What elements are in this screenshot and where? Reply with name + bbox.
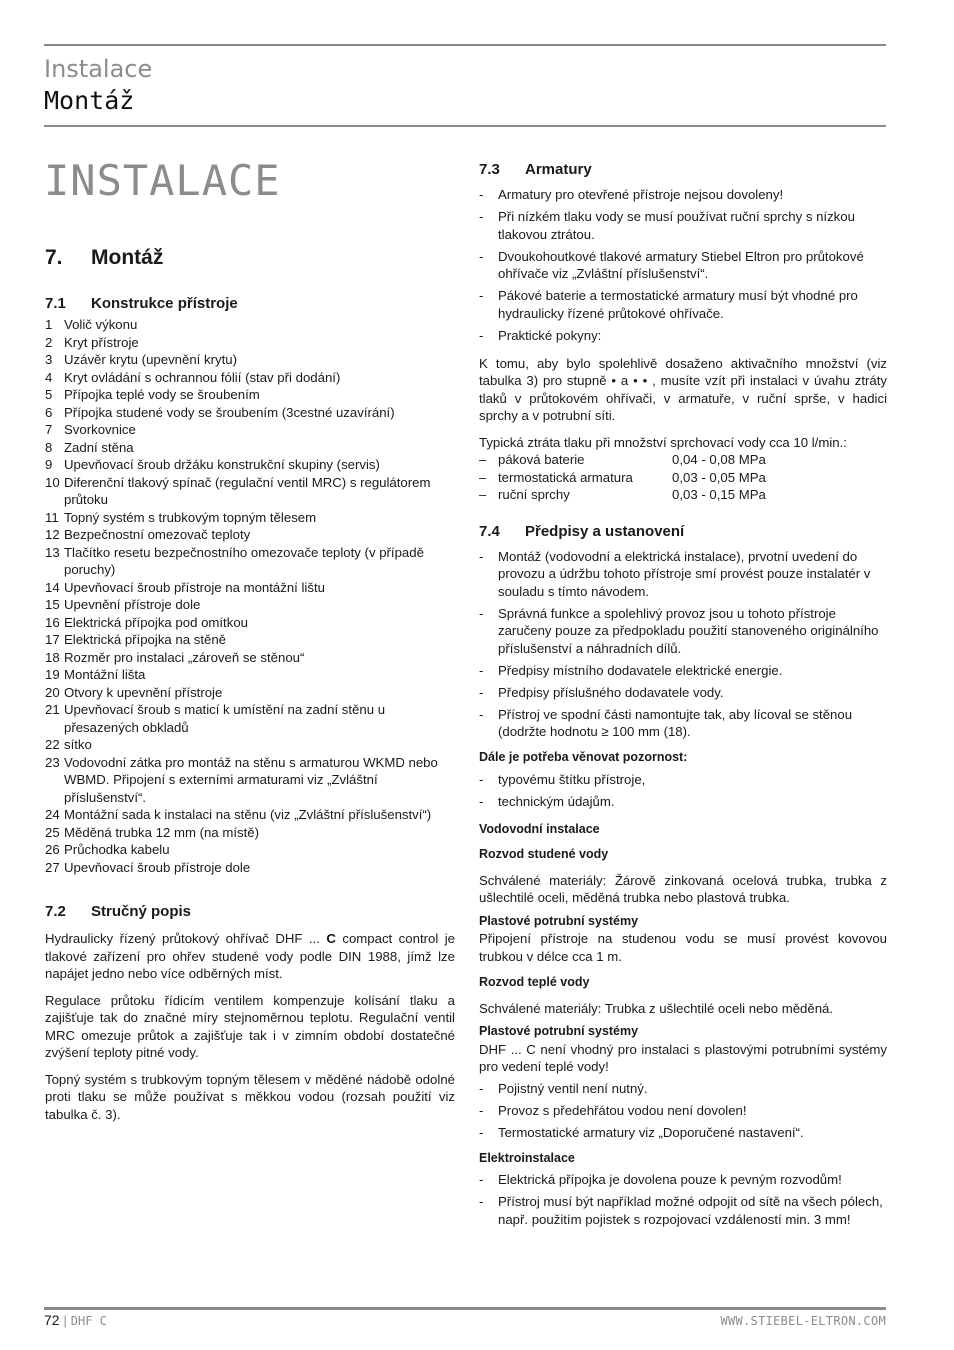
item-number: 14 xyxy=(45,579,60,595)
item-text: Tlačítko resetu bezpečnostního omezovače teploty (v případě poruchy) xyxy=(64,544,424,577)
item-text: Průchodka kabelu xyxy=(64,842,170,857)
list-item xyxy=(45,754,455,807)
bullet-dash: - xyxy=(479,288,484,303)
paragraph: Regulace průtoku řídicím ventilem kompenzuje kolísání tlaku a zajišťuje tak do značné míry stejnoměrnou teplotu. Regulační ventil MRC omezuje průtok a zajišťuje tak i v zimním období dostatečné zvýšení teploty pitné vody. xyxy=(45,992,455,1060)
item-number: 13 xyxy=(45,544,60,560)
paragraph: K tomu, aby bylo spolehlivě dosaženo aktivačního množství (viz tabulka 3) pro stupně • a • • , musíte vzít při instalaci v úvahu ztráty tlaků v průtokovém ohřívači, v armatuře, v ruční sprše, v hadici sprchy a v potrubní síti. xyxy=(479,355,887,423)
bullet-text: Předpisy příslušného dodavatele vody. xyxy=(498,684,724,700)
top-rule xyxy=(44,44,886,46)
bullet-item xyxy=(479,248,887,283)
bullet-item xyxy=(479,208,887,243)
item-number: 12 xyxy=(45,527,60,542)
bullet-item xyxy=(479,793,887,811)
bullet-dash: - xyxy=(479,706,484,722)
pressure-loss-table xyxy=(479,451,887,504)
bullet-item xyxy=(479,662,887,680)
bullet-text: typovému štítku přístroje, xyxy=(498,771,646,787)
section-number: 7.1 xyxy=(45,295,66,312)
bullet-text: Elektrická přípojka je dovolena pouze k pevným rozvodům! xyxy=(498,1172,842,1187)
section-title: Armatury xyxy=(525,161,592,178)
subheading: Dále je potřeba věnovat pozornost: xyxy=(479,750,688,764)
item-number: 2 xyxy=(45,334,53,350)
item-number: 24 xyxy=(45,807,60,822)
bullet-text: Provoz s předehřátou vodou není dovolen! xyxy=(498,1102,747,1118)
bullet-item xyxy=(479,548,887,601)
item-text: Upevnění přístroje dole xyxy=(64,597,201,612)
item-text: Přípojka teplé vody se šroubením xyxy=(64,387,260,402)
bullet-text: Při nízkém tlaku vody se musí používat ruční sprchy s nízkou tlakovou ztrátou. xyxy=(498,209,855,242)
bullet-text: Přístroj ve spodní části namontujte tak, aby lícoval se stěnou (dodržte hodnotu ≥ 100 mm (18). xyxy=(498,706,853,739)
item-number: 5 xyxy=(45,387,53,402)
subheading: Plastové potrubní systémy xyxy=(479,913,639,928)
text: compact control je tlakové zařízení pro ohřev studené vody podle DIN 1988, jímž lze napájet jedno nebo více odběrných míst. xyxy=(45,931,455,981)
bullet-text: Termostatické armatury viz „Doporučené nastavení“. xyxy=(498,1124,804,1140)
bullet-text: Montáž (vodovodní a elektrická instalace), prvotní uvedení do provozu a údržbu tohoto přístroje smí provést pouze instalatér v souladu s tímto návodem. xyxy=(498,548,871,599)
website-url: WWW.STIEBEL-ELTRON.COM xyxy=(720,1314,886,1328)
item-text: Kryt ovládání s ochrannou fólií (stav při dodání) xyxy=(64,369,341,385)
section-7-2-heading xyxy=(45,902,455,922)
bullet-dash: – xyxy=(479,452,487,467)
bullet-text: Pojistný ventil není nutný. xyxy=(498,1080,648,1096)
bullet-dash: – xyxy=(479,469,487,485)
header-rule xyxy=(44,125,886,127)
section-title: Stručný popis xyxy=(91,903,192,920)
section-title: Konstrukce přístroje xyxy=(91,295,238,312)
item-text: Uzávěr krytu (upevnění krytu) xyxy=(64,352,237,367)
item-text: Montážní lišta xyxy=(64,667,146,682)
text: Hydraulicky řízený průtokový ohřívač DHF ... xyxy=(45,931,327,946)
item-number: 27 xyxy=(45,859,60,875)
item-number: 7 xyxy=(45,422,53,437)
item-number: 23 xyxy=(45,754,60,770)
pressure-value: 0,03 - 0,15 MPa xyxy=(672,487,766,502)
paragraph: DHF ... C není vhodný pro instalaci s plastovými potrubními systémy pro vedení teplé vody! xyxy=(479,1041,887,1074)
bullet-list xyxy=(479,186,887,344)
list-item xyxy=(45,386,455,404)
list-item xyxy=(45,701,455,736)
item-text: Elektrická přípojka na stěně xyxy=(64,632,226,647)
list-item xyxy=(45,666,455,684)
list-item xyxy=(45,596,455,614)
list-item xyxy=(45,474,455,509)
item-text: Vodovodní zátka pro montáž na stěnu s armaturou WKMD nebo WBMD. Připojení s externími armaturami viz „Zvláštní příslušenství“. xyxy=(64,754,438,805)
bullet-text: Armatury pro otevřené přístroje nejsou dovoleny! xyxy=(498,187,784,202)
bullet-dash: - xyxy=(479,684,484,700)
bullet-dash: - xyxy=(479,1080,484,1096)
bullet-dash: - xyxy=(479,209,484,224)
item-number: 9 xyxy=(45,457,53,472)
list-item xyxy=(45,684,455,702)
footer-left xyxy=(44,1312,107,1328)
table-row xyxy=(479,451,887,469)
item-text: Kryt přístroje xyxy=(64,334,139,350)
chapter-title: Montáž xyxy=(91,246,164,269)
item-number: 15 xyxy=(45,597,60,612)
bullet-list xyxy=(479,771,887,811)
bullet-item xyxy=(479,287,887,322)
item-text: Upevňovací šroub držáku konstrukční skupiny (servis) xyxy=(64,457,380,472)
parts-list xyxy=(45,316,455,876)
bullet-dash: - xyxy=(479,1194,484,1209)
paragraph: Typická ztráta tlaku při množství sprchovací vody cca 10 l/min.: xyxy=(479,434,847,450)
list-item xyxy=(45,439,455,457)
section-7-1-heading xyxy=(45,294,455,314)
bullet-text: Předpisy místního dodavatele elektrické energie. xyxy=(498,662,783,678)
list-item xyxy=(45,859,455,877)
item-text: Montážní sada k instalaci na stěnu (viz „Zvláštní příslušenství“) xyxy=(64,807,432,822)
section-7-4-heading xyxy=(479,522,887,542)
item-number: 3 xyxy=(45,352,53,367)
bullet-item xyxy=(479,771,887,789)
page-number: 72 xyxy=(44,1312,60,1328)
bullet-text: Praktické pokyny: xyxy=(498,327,602,343)
item-number: 1 xyxy=(45,317,53,332)
list-item xyxy=(45,649,455,667)
item-text: Topný systém s trubkovým topným tělesem xyxy=(64,509,317,525)
list-item xyxy=(45,736,455,754)
paragraph: Schválené materiály: Trubka z ušlechtilé oceli nebo měděná. xyxy=(479,1000,834,1016)
list-item xyxy=(45,404,455,422)
bullet-item xyxy=(479,605,887,658)
item-text: Měděná trubka 12 mm (na místě) xyxy=(64,824,259,840)
list-item xyxy=(45,841,455,859)
item-number: 22 xyxy=(45,737,60,752)
subheading: Rozvod teplé vody xyxy=(479,975,590,989)
bullet-item xyxy=(479,1193,887,1228)
item-text: Přípojka studené vody se šroubením (3cestné uzavírání) xyxy=(64,404,395,420)
subheading: Elektroinstalace xyxy=(479,1150,575,1165)
item-text: sítko xyxy=(64,737,92,752)
subheading: Rozvod studené vody xyxy=(479,847,609,861)
bullet-text: technickým údajům. xyxy=(498,793,615,809)
item-text: Rozměr pro instalaci „zároveň se stěnou“ xyxy=(64,649,305,665)
list-item xyxy=(45,456,455,474)
footer-separator: | xyxy=(63,1313,67,1328)
bullet-item xyxy=(479,1102,887,1120)
section-number: 7.3 xyxy=(479,161,500,178)
paragraph xyxy=(45,930,455,983)
table-row xyxy=(479,486,887,504)
item-number: 11 xyxy=(45,509,59,525)
fixture-name: ruční sprchy xyxy=(498,487,570,502)
fixture-name: páková baterie xyxy=(498,452,585,467)
bullet-dash: - xyxy=(479,771,484,787)
item-number: 25 xyxy=(45,824,60,840)
text-bold: C xyxy=(326,931,336,946)
item-text: Upevňovací šroub přístroje dole xyxy=(64,859,251,875)
list-item xyxy=(45,421,455,439)
bullet-item xyxy=(479,684,887,702)
bullet-dash: - xyxy=(479,1172,484,1187)
section-number: 7.4 xyxy=(479,522,500,540)
bullet-dash: - xyxy=(479,793,484,809)
item-text: Upevňovací šroub přístroje na montážní lištu xyxy=(64,579,325,595)
bullet-item xyxy=(479,186,887,204)
right-column xyxy=(479,160,887,1233)
item-number: 17 xyxy=(45,632,60,647)
document-name: DHF C xyxy=(70,1314,107,1328)
bullet-list xyxy=(479,1171,887,1228)
item-text: Elektrická přípojka pod omítkou xyxy=(64,614,248,630)
bullet-item xyxy=(479,327,887,345)
page-title: INSTALACE xyxy=(44,156,281,205)
bullet-text: Pákové baterie a termostatické armatury musí být vhodné pro hydraulicky řízené průtokové ohřívače. xyxy=(498,288,858,321)
list-item xyxy=(45,579,455,597)
bullet-item xyxy=(479,706,887,741)
bullet-item xyxy=(479,1080,887,1098)
bullet-dash: - xyxy=(479,605,484,621)
list-item xyxy=(45,334,455,352)
bullet-dash: - xyxy=(479,548,484,564)
list-item xyxy=(45,631,455,649)
item-number: 16 xyxy=(45,614,60,630)
fixture-name: termostatická armatura xyxy=(498,469,633,485)
paragraph: Schválené materiály: Žárově zinkovaná ocelová trubka, trubka z ušlechtilé oceli, měděná trubka nebo plastová trubka. xyxy=(479,872,887,905)
list-item xyxy=(45,824,455,842)
item-number: 21 xyxy=(45,702,60,717)
list-item xyxy=(45,351,455,369)
section-7-3-heading xyxy=(479,160,887,180)
item-text: Svorkovnice xyxy=(64,422,136,437)
chapter-heading xyxy=(45,244,455,272)
bullet-dash: - xyxy=(479,662,484,678)
item-number: 8 xyxy=(45,439,53,455)
paragraph: Připojení přístroje na studenou vodu se musí provést kovovou trubkou v délce cca 1 m. xyxy=(479,931,887,964)
bullet-dash: - xyxy=(479,1102,484,1118)
item-text: Bezpečnostní omezovač teploty xyxy=(64,527,251,542)
bullet-dash: – xyxy=(479,487,487,502)
item-text: Otvory k upevnění přístroje xyxy=(64,684,223,700)
section-title: Předpisy a ustanovení xyxy=(525,522,685,540)
bullet-text: Dvoukohoutkové tlakové armatury Stiebel Eltron pro průtokové ohřívače viz „Zvláštní příslušenství“. xyxy=(498,248,864,281)
item-number: 19 xyxy=(45,667,60,682)
list-item xyxy=(45,316,455,334)
item-text: Volič výkonu xyxy=(64,317,138,332)
bullet-dash: - xyxy=(479,1124,484,1140)
item-text: Zadní stěna xyxy=(64,439,134,455)
bullet-dash: - xyxy=(479,248,484,264)
bullet-item xyxy=(479,1171,887,1189)
bullet-text: Správná funkce a spolehlivý provoz jsou u tohoto přístroje zaručeny pouze za předpokladu použití stanoveného originálního příslušenství a náhradních dílů. xyxy=(498,605,879,656)
list-item xyxy=(45,369,455,387)
subheading: Plastové potrubní systémy xyxy=(479,1024,639,1038)
item-number: 26 xyxy=(45,842,60,857)
item-text: Upevňovací šroub s maticí k umístění na zadní stěnu u přesazených obkladů xyxy=(64,702,386,735)
item-number: 18 xyxy=(45,649,60,665)
bullet-list xyxy=(479,1080,887,1142)
pressure-value: 0,03 - 0,05 MPa xyxy=(672,469,766,485)
list-item xyxy=(45,526,455,544)
paragraph: Topný systém s trubkovým topným tělesem v měděné nádobě odolné proti tlaku se může používat s měkkou vodou (rozsah použití viz tabulka č. 3). xyxy=(45,1071,455,1122)
item-number: 20 xyxy=(45,684,60,700)
item-number: 10 xyxy=(45,474,60,490)
item-number: 4 xyxy=(45,369,53,385)
bullet-list xyxy=(479,548,887,741)
item-number: 6 xyxy=(45,404,53,420)
bullet-item xyxy=(479,1124,887,1142)
list-item xyxy=(45,614,455,632)
header-subsection: Montáž xyxy=(44,86,135,115)
header-section: Instalace xyxy=(44,55,153,83)
footer-rule xyxy=(44,1307,886,1310)
chapter-number: 7. xyxy=(45,246,63,269)
item-text: Diferenční tlakový spínač (regulační ventil MRC) s regulátorem průtoku xyxy=(64,474,431,507)
list-item xyxy=(45,544,455,579)
section-number: 7.2 xyxy=(45,903,66,920)
table-row xyxy=(479,469,887,487)
bullet-dash: - xyxy=(479,187,484,202)
subheading: Vodovodní instalace xyxy=(479,821,600,836)
bullet-dash: - xyxy=(479,327,484,343)
list-item xyxy=(45,806,455,824)
bullet-text: Přístroj musí být například možné odpojit od sítě na všech pólech, např. použitím pojistek s rozpojovací vzdáleností min. 3 mm! xyxy=(498,1194,883,1227)
pressure-value: 0,04 - 0,08 MPa xyxy=(672,452,766,467)
list-item xyxy=(45,509,455,527)
left-column xyxy=(45,244,455,1132)
